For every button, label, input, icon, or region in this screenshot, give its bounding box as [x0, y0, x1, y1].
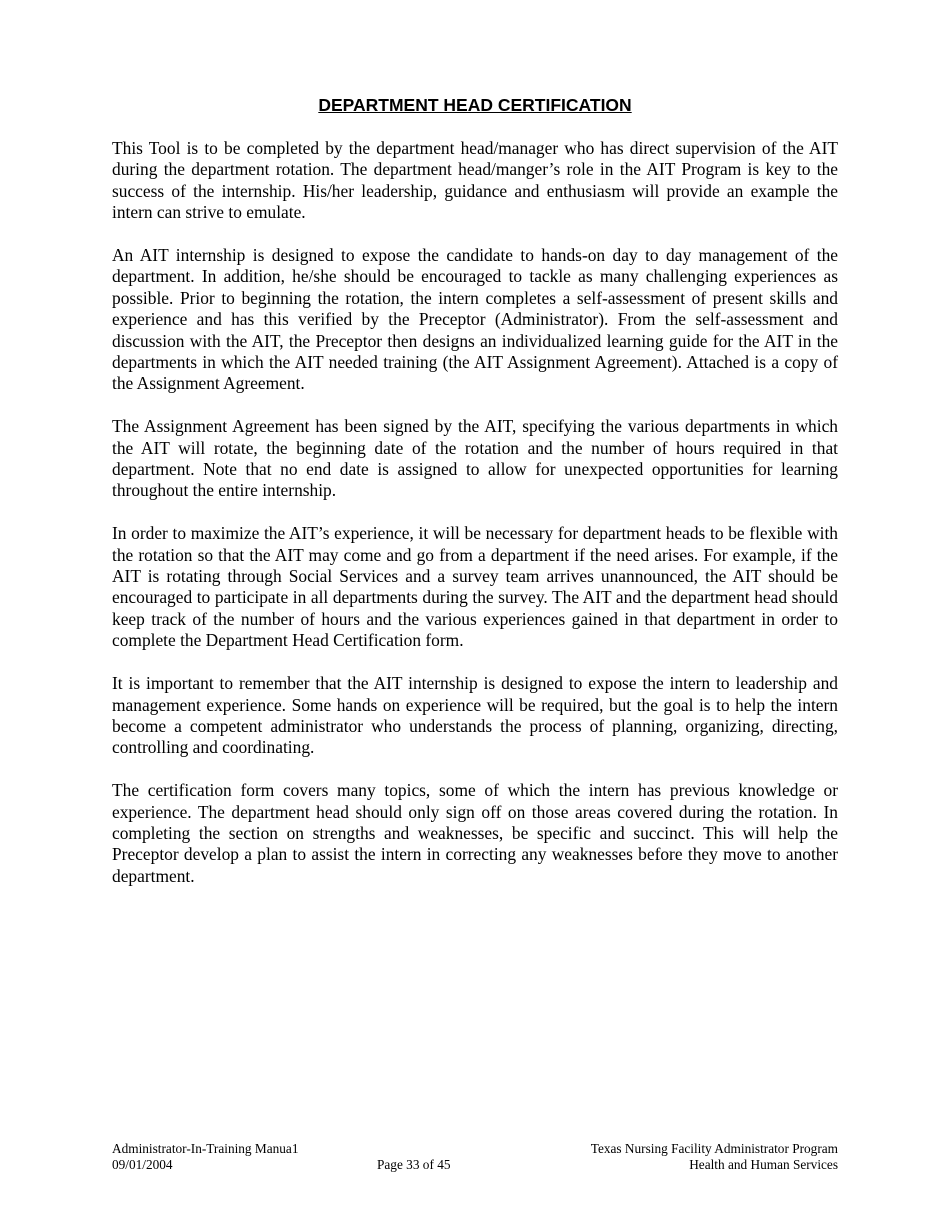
footer-manual-name: Administrator-In-Training Manua1 [112, 1141, 299, 1156]
paragraph-flexible-rotation: In order to maximize the AIT’s experience, it will be necessary for department heads to be flexible with the rotation so that the AIT may come and go from a department if the need arises. For example, if the AIT is rotating through Social Services and a survey team arrives unannounced, the AIT should be encouraged to participate in all departments during the survey. The AIT and the department head should keep track of the number of hours and the various experiences gained in that department in order to complete the Department Head Certification form. [112, 523, 838, 651]
paragraph-leadership-goal: It is important to remember that the AIT internship is designed to expose the intern to leadership and management experience. Some hands on experience will be required, but the goal is to help the intern become a competent administrator who understands the process of planning, organizing, directing, controlling and coordinating. [112, 673, 838, 758]
footer-right [591, 1141, 838, 1173]
page-footer [112, 1141, 838, 1175]
footer-agency: Health and Human Services [689, 1157, 838, 1172]
footer-center [377, 1157, 451, 1173]
paragraph-certification-form: The certification form covers many topics, some of which the intern has previous knowledge or experience. The department head should only sign off on those areas covered during the rotation. In completing the section on strengths and weaknesses, be specific and succinct. This will help the Preceptor develop a plan to assist the intern in correcting any weaknesses before they move to another department. [112, 780, 838, 886]
paragraph-intro: This Tool is to be completed by the department head/manager who has direct supervision of the AIT during the department rotation. The department head/manger’s role in the AIT Program is key to the success of the internship. His/her leadership, guidance and enthusiasm will provide an example the intern can strive to emulate. [112, 138, 838, 223]
footer-program-name: Texas Nursing Facility Administrator Program [590, 1141, 838, 1156]
page-title: DEPARTMENT HEAD CERTIFICATION [318, 95, 632, 115]
footer-left [112, 1141, 298, 1173]
paragraph-internship-design: An AIT internship is designed to expose the candidate to hands-on day to day management of the department. In addition, he/she should be encouraged to tackle as many challenging experiences as possible. Prior to beginning the rotation, the intern completes a self-assessment of present skills and experience and has this verified by the Preceptor (Administrator). From the self-assessment and discussion with the AIT, the Preceptor then designs an individualized learning guide for the AIT in the departments in which the AIT needed training (the AIT Assignment Agreement). Attached is a copy of the Assignment Agreement. [112, 245, 838, 394]
paragraph-assignment-agreement: The Assignment Agreement has been signed by the AIT, specifying the various departments in which the AIT will rotate, the beginning date of the rotation and the number of hours required in that department. Note that no end date is assigned to allow for unexpected opportunities for learning throughout the entire internship. [112, 416, 838, 501]
body-text [112, 138, 838, 909]
footer-date: 09/01/2004 [112, 1157, 173, 1172]
footer-page-number: Page 33 of 45 [377, 1157, 451, 1172]
